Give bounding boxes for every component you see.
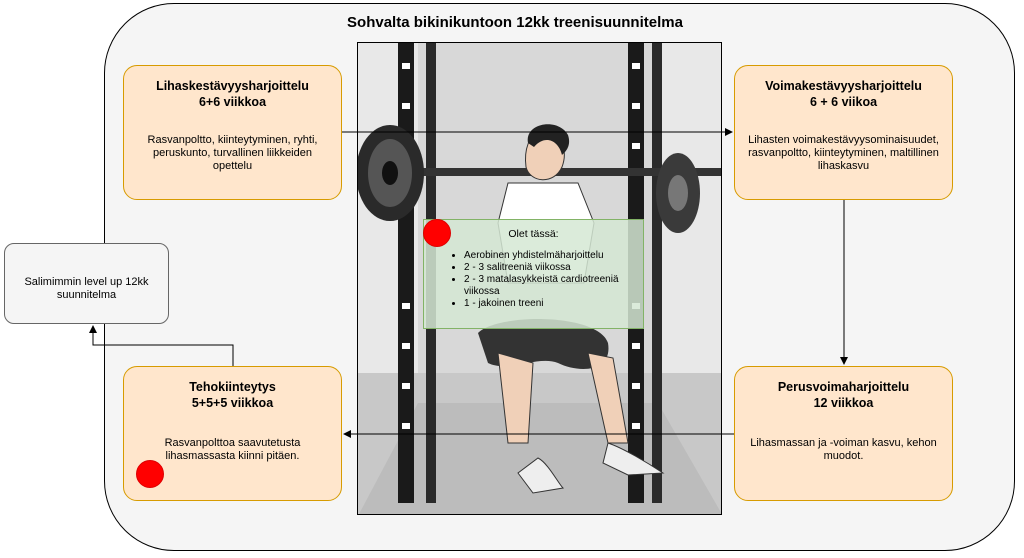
phase-title: Perusvoimaharjoittelu bbox=[777, 380, 910, 394]
phase-title: Lihaskestävyysharjoittelu bbox=[156, 79, 309, 93]
phase-title: Tehokiinteytys bbox=[189, 380, 276, 394]
diagram-title: Sohvalta bikinikuntoon 12kk treenisuunnitelma bbox=[347, 14, 683, 31]
phase-description: Lihasmassan ja -voiman kasvu, kehon muodot. bbox=[750, 437, 937, 462]
phase-description: Rasvanpolttoa saavutetusta lihasmassasta kiinni pitäen. bbox=[164, 437, 301, 462]
level-up-plan-box: Salimimmin level up 12kk suunnitelma bbox=[4, 243, 169, 324]
phase-description: Rasvanpoltto, kiinteytyminen, ryhti, peruskunto, turvallinen liikkeiden opettelu bbox=[147, 134, 318, 172]
phase-duration: 6 + 6 viikoa bbox=[809, 95, 878, 109]
phase-duration: 5+5+5 viikkoa bbox=[191, 396, 274, 410]
phase-duration: 12 viikkoa bbox=[813, 396, 874, 410]
list-item: • 1 - jakoinen treeni bbox=[464, 298, 643, 310]
list-item: • Aerobinen yhdistelmäharjoittelu bbox=[464, 250, 643, 262]
phase-description: Lihasten voimakestävyysominaisuudet, rasvanpoltto, kiinteytyminen, maltillinen lihaskasvu bbox=[748, 134, 939, 172]
list-item: • 2 - 3 salitreeniä viikossa bbox=[464, 262, 643, 274]
note-title: Olet tässä: bbox=[508, 228, 559, 240]
phase-title: Voimakestävyysharjoittelu bbox=[765, 79, 922, 93]
list-item: • 2 - 3 matalasykkeistä cardiotreeniä viikossa bbox=[464, 274, 643, 298]
arrow-to-level-up bbox=[93, 326, 233, 366]
phase-duration: 6+6 viikkoa bbox=[198, 95, 267, 109]
